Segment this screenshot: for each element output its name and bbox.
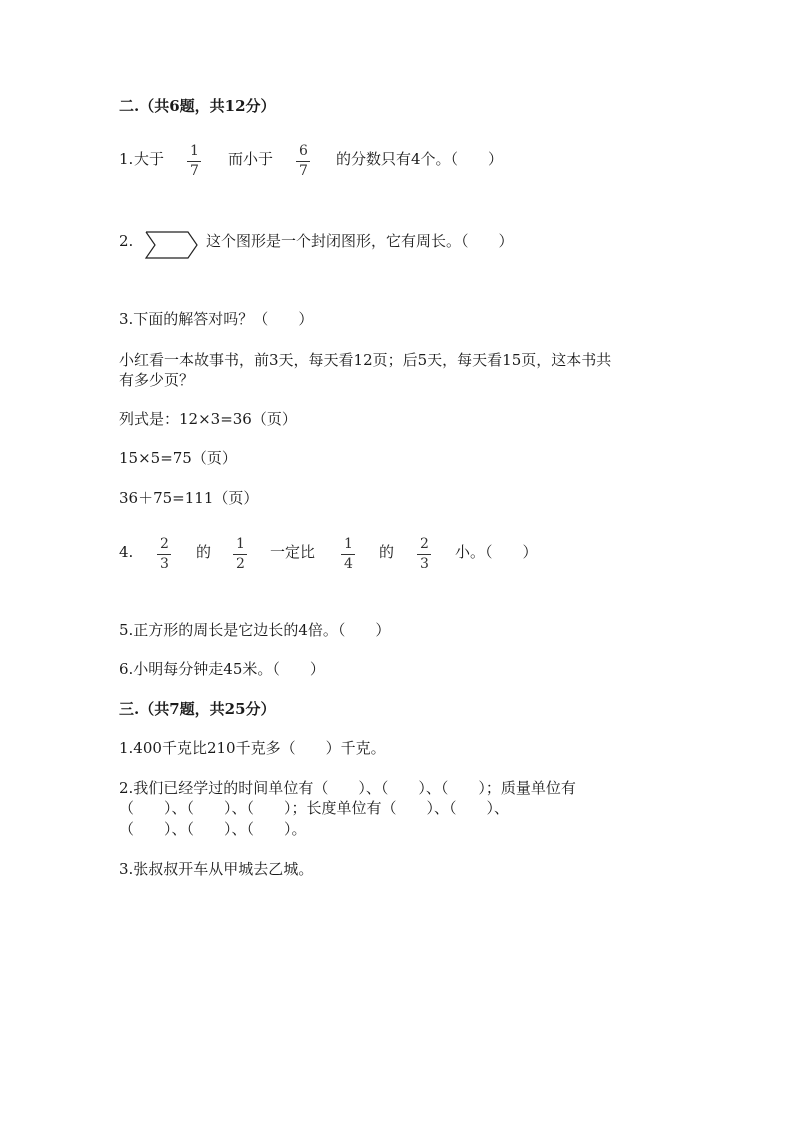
question-3-3: 3.张叔叔开车从甲城去乙城。 bbox=[119, 860, 314, 878]
fraction-1-2 bbox=[233, 537, 248, 572]
fraction-6-7 bbox=[296, 144, 311, 179]
q3-calc-3: 36＋75=111（页） bbox=[119, 489, 259, 507]
open-arrow-shape-icon bbox=[142, 230, 200, 260]
q1-number: 1. bbox=[119, 150, 134, 168]
fraction-numerator: 6 bbox=[299, 143, 308, 159]
q3-2-line-2: （ ）、（ ）、（ ）；长度单位有（ ）、（ ）、 bbox=[119, 799, 510, 817]
fraction-denominator: 3 bbox=[420, 556, 429, 572]
q3-2-line-3: （ ）、（ ）、（ ）。 bbox=[119, 820, 307, 838]
fraction-1-7 bbox=[187, 144, 202, 179]
fraction-denominator: 4 bbox=[344, 556, 353, 572]
fraction-denominator: 7 bbox=[190, 163, 199, 179]
q1-text-b: 而小于 bbox=[228, 150, 274, 168]
q2-number: 2. bbox=[119, 232, 134, 250]
q2-text: 这个图形是一个封闭图形，它有周长。（ ） bbox=[206, 232, 514, 250]
q3-calc-2: 15×5=75（页） bbox=[119, 449, 237, 467]
q3-problem-line-1: 小红看一本故事书，前3天，每天看12页；后5天，每天看15页，这本书共 bbox=[119, 351, 612, 369]
fraction-numerator: 2 bbox=[420, 536, 429, 552]
fraction-numerator: 1 bbox=[236, 536, 245, 552]
q4-text-3: 的 bbox=[379, 543, 395, 561]
q3-2-line-1: 2.我们已经学过的时间单位有（ ）、（ ）、（ ）；质量单位有 bbox=[119, 779, 576, 797]
q4-text-4: 小。（ ） bbox=[455, 543, 538, 561]
fraction-numerator: 2 bbox=[160, 536, 169, 552]
question-3-1: 1.400千克比210千克多（ ）千克。 bbox=[119, 739, 386, 757]
fraction-numerator: 1 bbox=[344, 536, 353, 552]
fraction-denominator: 7 bbox=[299, 163, 308, 179]
fraction-denominator: 2 bbox=[236, 556, 245, 572]
section-3-header: 三.（共7题，共25分） bbox=[119, 700, 276, 718]
q4-text-1: 的 bbox=[196, 543, 212, 561]
fraction-1-4 bbox=[341, 537, 356, 572]
q4-text-2: 一定比 bbox=[270, 543, 316, 561]
q3-calc-1: 列式是：12×3=36（页） bbox=[119, 410, 297, 428]
q3-problem-line-2: 有多少页？ bbox=[119, 371, 195, 389]
fraction-2-3 bbox=[157, 537, 172, 572]
fraction-denominator: 3 bbox=[160, 556, 169, 572]
question-2-6: 6.小明每分钟走45米。（ ） bbox=[119, 660, 325, 678]
question-2-5: 5.正方形的周长是它边长的4倍。（ ） bbox=[119, 621, 391, 639]
fraction-numerator: 1 bbox=[190, 143, 199, 159]
q4-number: 4. bbox=[119, 543, 134, 561]
fraction-2-3-b bbox=[417, 537, 432, 572]
q1-text-c: 的分数只有4个。（ ） bbox=[336, 150, 504, 168]
q1-text-a: 大于 bbox=[134, 150, 165, 168]
q3-line: 3.下面的解答对吗？（ ） bbox=[119, 310, 314, 328]
section-2-header: 二.（共6题，共12分） bbox=[119, 97, 276, 115]
